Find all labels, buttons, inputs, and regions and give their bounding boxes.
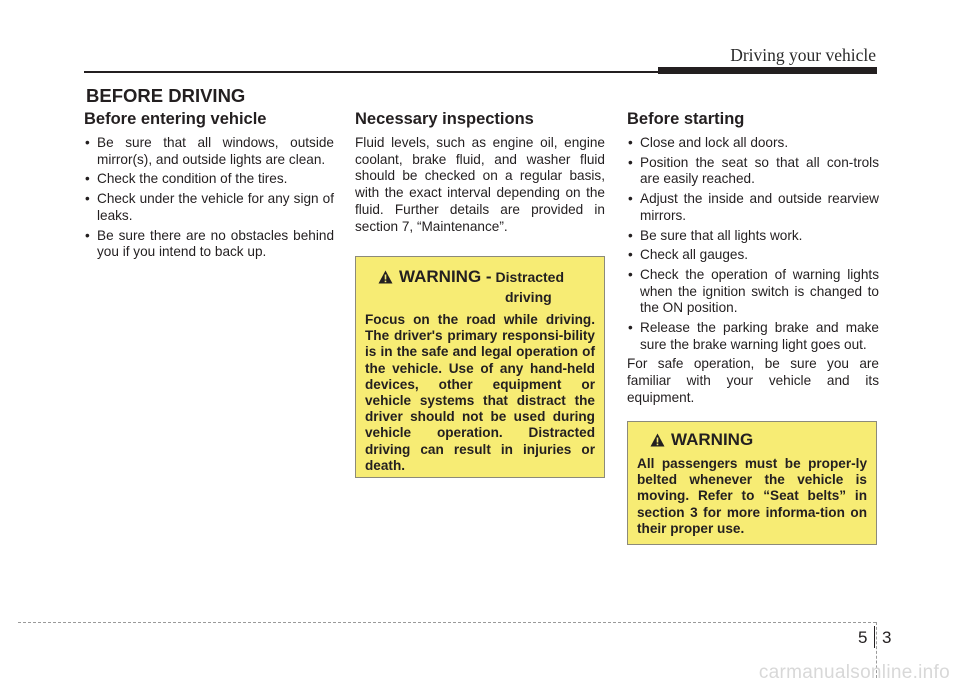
warning-header — [365, 267, 595, 287]
list-item: • Check the condition of the tires. — [84, 171, 334, 188]
column-before-starting — [627, 110, 879, 407]
list-item: • Release the parking brake and make sure the brake warning light goes out. — [627, 320, 879, 353]
column-necessary-inspections — [355, 110, 605, 235]
warning-box-seat-belts — [627, 421, 877, 545]
list-item: • Close and lock all doors. — [627, 135, 879, 152]
page-number-divider — [874, 626, 875, 648]
list-item: • Be sure that all windows, outside mirror(s), and outside lights are clean. — [84, 135, 334, 168]
warning-header — [637, 430, 867, 450]
page-number: 3 — [882, 628, 892, 647]
header-rule — [84, 71, 664, 73]
safe-operation-paragraph: For safe operation, be sure you are familiar with your vehicle and its equipment. — [627, 356, 879, 405]
list-item: • Be sure that all lights work. — [627, 228, 879, 245]
warning-subtitle-line2: driving — [505, 289, 552, 305]
list-item: • Adjust the inside and outside rearview mirrors. — [627, 191, 879, 224]
footer-rule — [18, 622, 876, 623]
list-item: • Check the operation of warning lights when the ignition switch is changed to the ON position. — [627, 267, 879, 317]
list-item: • Position the seat so that all con-trols are easily reached. — [627, 155, 879, 188]
warning-subtitle: Distracted — [495, 269, 565, 285]
header-rule-thick — [658, 67, 877, 74]
inspections-paragraph: Fluid levels, such as engine oil, engine coolant, brake fluid, and washer fluid should be checked on a regular basis, with the exact interval depending on the fluid. Further details are provided in section 7, “Maintenance”. — [355, 135, 605, 234]
list-item: • Check all gauges. — [627, 247, 879, 264]
list-item: • Check under the vehicle for any sign of leaks. — [84, 191, 334, 224]
warning-title: WARNING — [671, 430, 754, 449]
warning-body: Focus on the road while driving. The driver's primary responsi-bility is in the safe and legal operation of the vehicle. Use of any hand-held devices, other equipment or vehicle systems that distract the driver should not be used during vehicle operation. Distracted driving can result in injuries or death. — [365, 312, 595, 473]
warning-triangle-icon — [650, 433, 665, 447]
heading-necessary-inspections: Necessary inspections — [355, 110, 534, 128]
heading-before-starting: Before starting — [627, 110, 745, 128]
column-before-entering — [84, 110, 334, 264]
watermark: carmanualsonline.info — [758, 662, 950, 683]
warning-title: WARNING - — [399, 267, 492, 286]
warning-box-distracted-driving — [355, 256, 605, 478]
checklist-before-entering — [84, 135, 334, 261]
warning-triangle-icon — [378, 270, 393, 284]
list-item: • Be sure there are no obstacles behind you if you intend to back up. — [84, 228, 334, 261]
chapter-number: 5 — [858, 628, 868, 647]
warning-body: All passengers must be proper-ly belted whenever the vehicle is moving. Refer to “Seat belts” in section 3 for more informa-tion on their proper use. — [637, 456, 867, 536]
section-title: BEFORE DRIVING — [86, 85, 246, 106]
running-header-title: Driving your vehicle — [730, 45, 876, 65]
checklist-before-starting — [627, 135, 879, 353]
heading-before-entering: Before entering vehicle — [84, 110, 267, 128]
